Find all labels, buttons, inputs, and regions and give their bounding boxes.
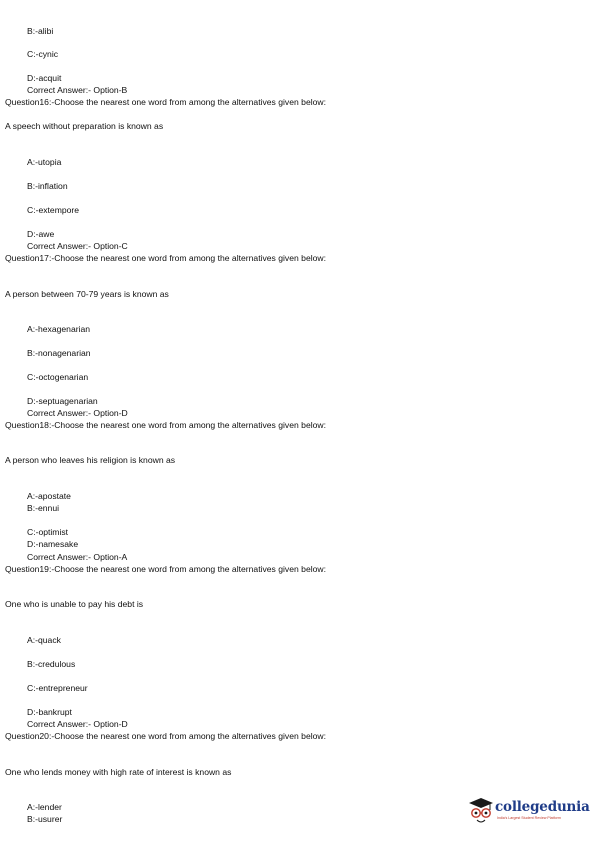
option-c: C:-optimist — [27, 527, 69, 537]
option-a: A:-quack — [27, 635, 61, 645]
graduate-owl-icon — [468, 797, 494, 825]
collegedunia-logo — [468, 797, 590, 825]
option-d: D:-awe — [27, 229, 55, 239]
option-d: D:-acquit — [27, 73, 62, 83]
correct-answer: Correct Answer:- Option-D — [27, 719, 128, 729]
option-b: B:-ennui — [27, 503, 60, 513]
question-heading: Question18:-Choose the nearest one word from among the alternatives given below: — [5, 420, 327, 430]
question-text: One who lends money with high rate of interest is known as — [5, 767, 232, 777]
option-a: A:-apostate — [27, 491, 71, 501]
option-c: C:-entrepreneur — [27, 683, 88, 693]
option-b: B:-nonagenarian — [27, 348, 91, 358]
question-heading: Question19:-Choose the nearest one word from among the alternatives given below: — [5, 564, 327, 574]
option-b: B:-credulous — [27, 659, 76, 669]
question-heading: Question17:-Choose the nearest one word from among the alternatives given below: — [5, 253, 327, 263]
option-d: D:-namesake — [27, 539, 79, 549]
option-b: B:-usurer — [27, 814, 63, 824]
logo-wordmark: collegedunia — [495, 799, 590, 815]
correct-answer: Correct Answer:- Option-B — [27, 85, 128, 95]
question-text: A person between 70-79 years is known as — [5, 289, 169, 299]
question-text: A speech without preparation is known as — [5, 121, 164, 131]
question-heading: Question16:-Choose the nearest one word from among the alternatives given below: — [5, 97, 327, 107]
option-d: D:-septuagenarian — [27, 396, 98, 406]
option-c: C:-octogenarian — [27, 372, 89, 382]
option-c: C:-extempore — [27, 205, 80, 215]
option-a: A:-utopia — [27, 157, 62, 167]
correct-answer: Correct Answer:- Option-C — [27, 241, 128, 251]
correct-answer: Correct Answer:- Option-A — [27, 552, 128, 562]
option-b: B:-inflation — [27, 181, 68, 191]
correct-answer: Correct Answer:- Option-D — [27, 408, 128, 418]
option-b: B:-alibi — [27, 26, 54, 36]
option-d: D:-bankrupt — [27, 707, 72, 717]
question-heading: Question20:-Choose the nearest one word from among the alternatives given below: — [5, 731, 327, 741]
option-a: A:-lender — [27, 802, 62, 812]
question-text: One who is unable to pay his debt is — [5, 599, 144, 609]
option-c: C:-cynic — [27, 49, 59, 59]
question-text: A person who leaves his religion is known as — [5, 455, 176, 465]
logo-tagline: India's Largest Student Review Platform — [497, 816, 561, 820]
option-a: A:-hexagenarian — [27, 324, 91, 334]
